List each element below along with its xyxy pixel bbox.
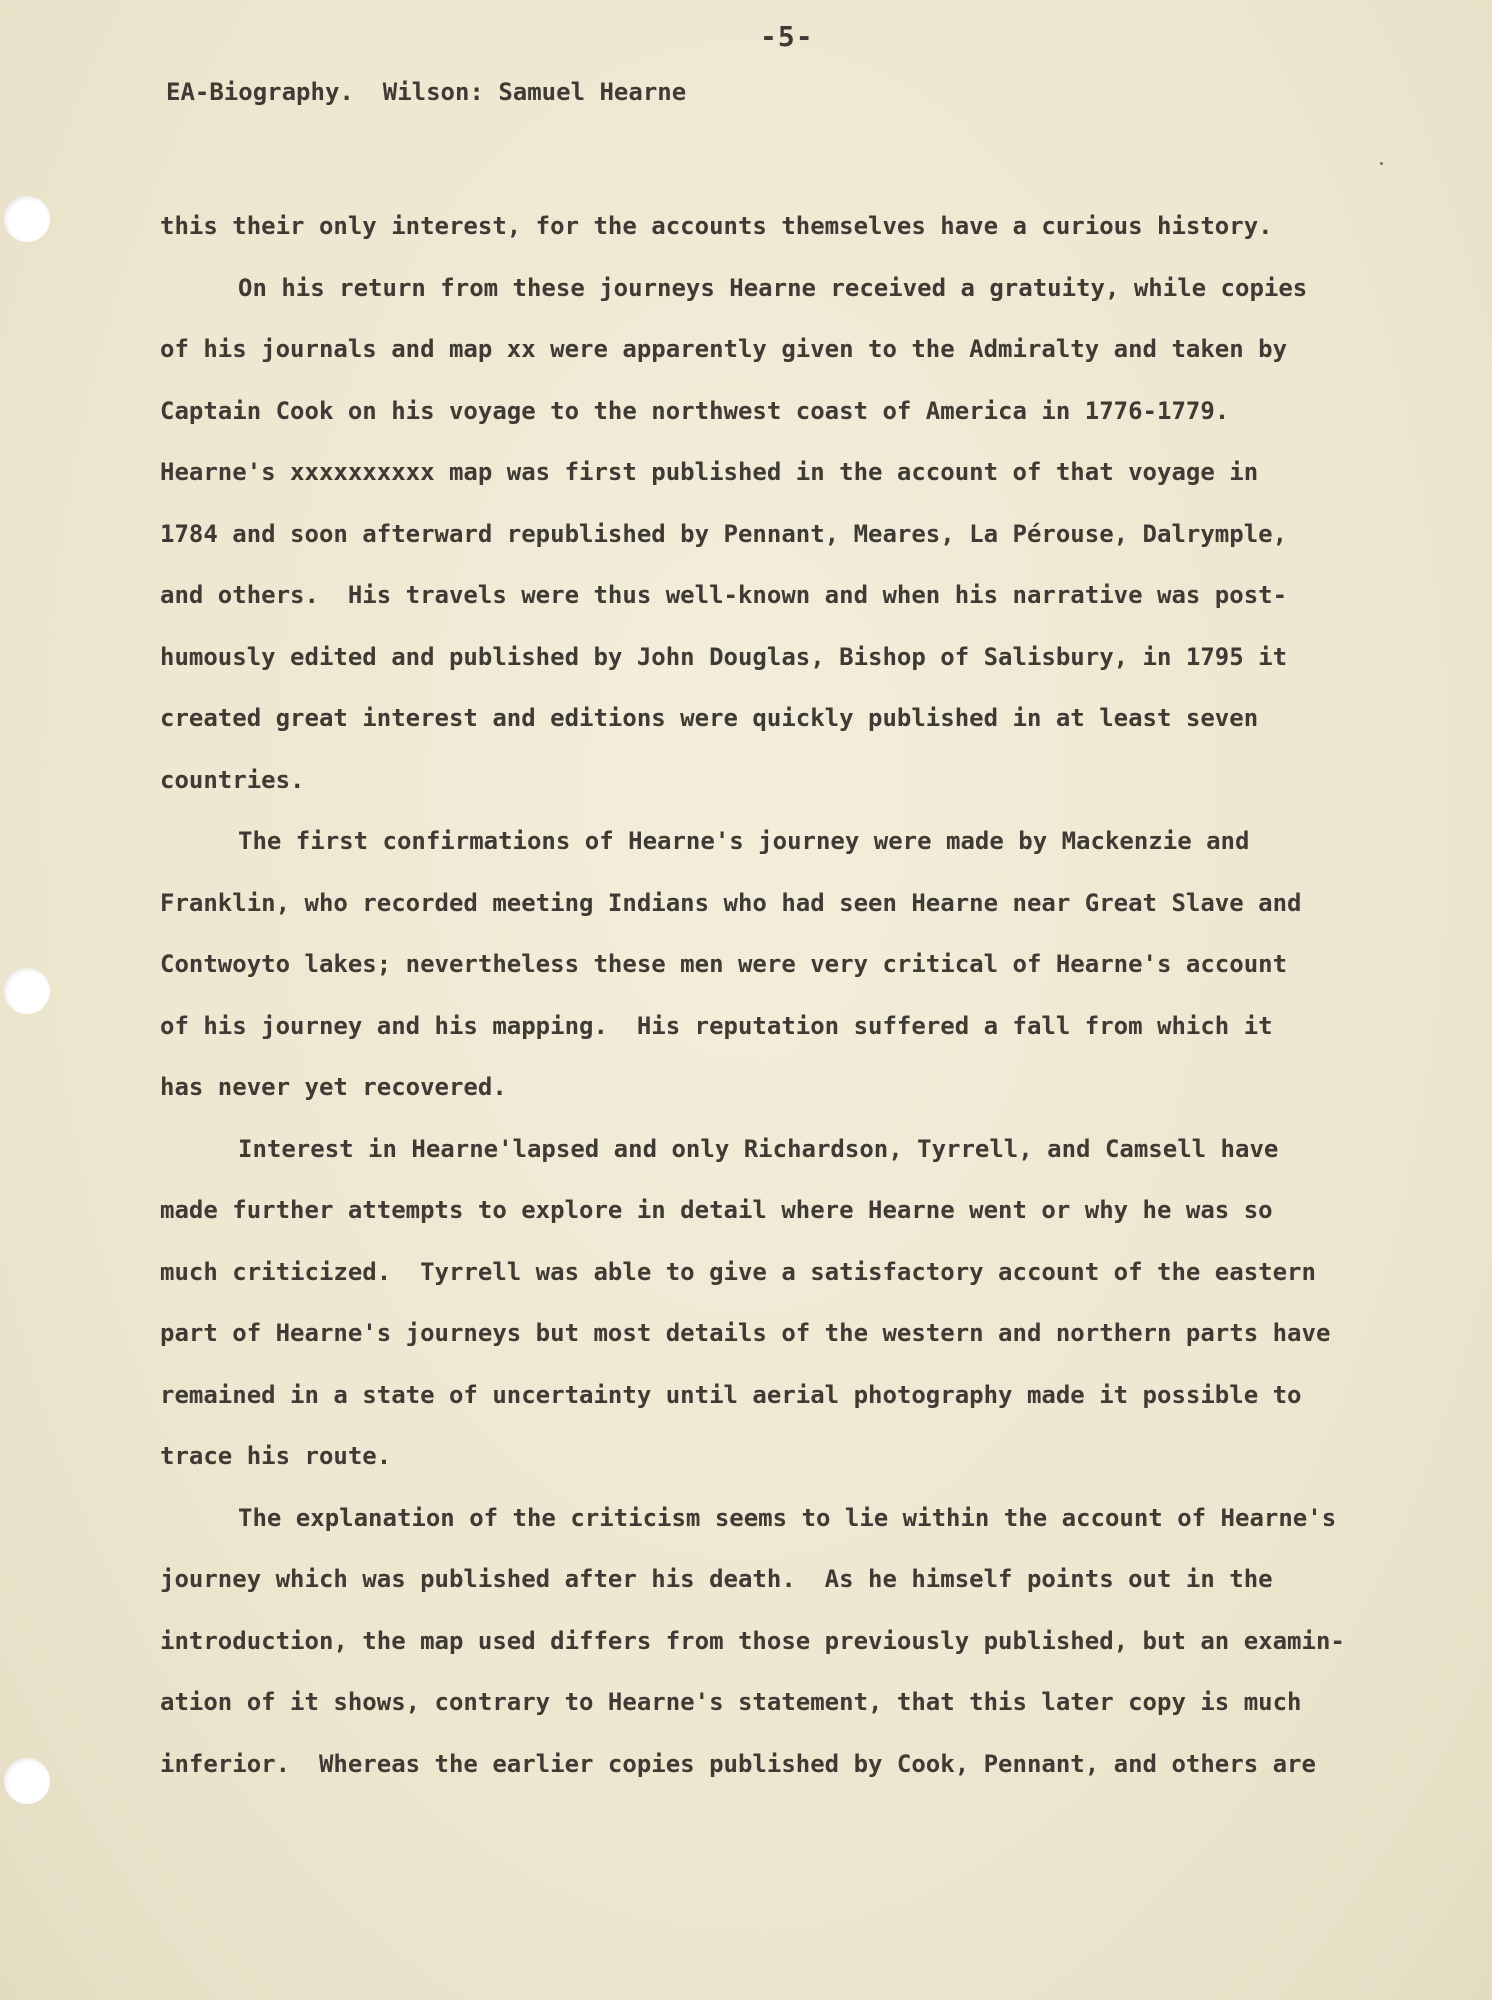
text-line: Hearne's xxxxxxxxxx map was first published in the account of that voyage in [160,458,1259,486]
text-line: remained in a state of uncertainty until aerial photography made it possible to [160,1380,1302,1409]
text-line: created great interest and editions were quickly published in at least seven [160,704,1259,732]
text-line: has never yet recovered. [160,1073,507,1101]
text-line: introduction, the map used differs from those previously published, but an examin- [160,1626,1345,1655]
text-line: humously edited and published by John Douglas, Bishop of Salisbury, in 1795 it [160,642,1288,671]
punch-hole [4,968,50,1014]
text-line: of his journals and map xx were apparently given to the Admiralty and taken by [160,335,1288,363]
running-header: EA-Biography. Wilson: Samuel Hearne [166,78,687,106]
punch-hole [4,196,50,242]
text-line: 1784 and soon afterward republished by Pennant, Meares, La Pérouse, Dalrymple, [160,519,1288,548]
stray-mark [1380,162,1383,165]
text-line: The explanation of the criticism seems to lie within the account of Hearne's [238,1503,1337,1532]
text-line: this their only interest, for the accounts themselves have a curious history. [160,212,1273,240]
text-line: part of Hearne's journeys but most details of the western and northern parts have [160,1319,1331,1347]
paragraph [160,196,1410,258]
paragraph [160,1119,1410,1488]
text-line: Captain Cook on his voyage to the northwest coast of America in 1776-1779. [160,396,1230,425]
text-line: Franklin, who recorded meeting Indians who had seen Hearne near Great Slave and [160,888,1302,917]
punch-hole [4,1758,50,1804]
text-line: ation of it shows, contrary to Hearne's statement, that this later copy is much [160,1688,1302,1716]
text-line: journey which was published after his death. As he himself points out in the [160,1565,1273,1593]
text-line: made further attempts to explore in detail where Hearne went or why he was so [160,1196,1273,1224]
paragraph [160,1488,1410,1796]
typescript-body [160,196,1410,1795]
text-line: The first confirmations of Hearne's journey were made by Mackenzie and [238,827,1250,855]
text-line: countries. [160,765,305,794]
paragraph [160,811,1410,1119]
text-line: inferior. Whereas the earlier copies published by Cook, Pennant, and others are [160,1749,1316,1778]
page-number: -5- [760,20,814,53]
text-line: trace his route. [160,1442,392,1470]
text-line: Contwoyto lakes; nevertheless these men were very critical of Hearne's account [160,950,1288,978]
paragraph [160,258,1410,812]
text-line: of his journey and his mapping. His reputation suffered a fall from which it [160,1011,1273,1040]
text-line: and others. His travels were thus well-known and when his narrative was post- [160,581,1288,609]
text-line: Interest in Hearne'lapsed and only Richardson, Tyrrell, and Camsell have [238,1134,1279,1163]
text-line: On his return from these journeys Hearne received a gratuity, while copies [238,273,1308,302]
text-line: much criticized. Tyrrell was able to give a satisfactory account of the eastern [160,1257,1316,1286]
